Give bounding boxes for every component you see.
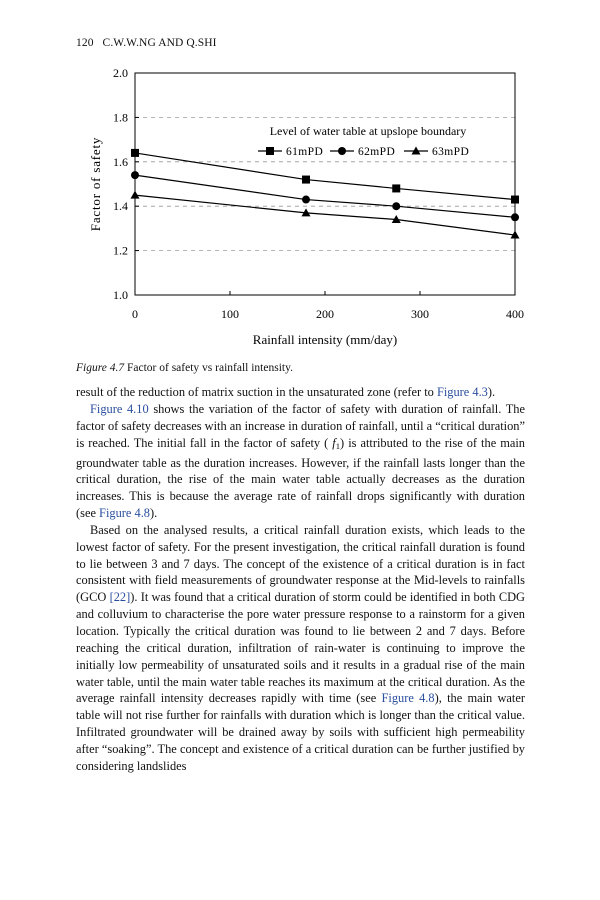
data-point-61mPD-0 bbox=[131, 149, 139, 157]
running-head bbox=[76, 37, 217, 49]
y-tick-label-5: 2.0 bbox=[113, 66, 128, 80]
line-chart bbox=[70, 58, 540, 358]
paragraph-3 bbox=[76, 522, 525, 775]
data-point-61mPD-3 bbox=[511, 196, 519, 204]
x-tick-label-1: 100 bbox=[221, 307, 239, 321]
y-tick-label-4: 1.8 bbox=[113, 110, 128, 125]
data-point-61mPD-1 bbox=[302, 176, 310, 184]
link-figure-4-8-second[interactable]: Figure 4.8 bbox=[381, 691, 435, 706]
legend-label-61mPD: 61mPD bbox=[286, 146, 324, 158]
paragraph-3-text-a: Based on the analysed results, a critical rainfall duration exists, which leads to the lowest factor of safety. For the present investigation, the critical rainfall duration is found to lie between 3 and 7 days. The concept of the existence of a critical duration is in fact consistent with field measurements of groundwater response at the Mid-levels to rainfalls (GCO bbox=[76, 522, 525, 605]
legend-marker-61mPD bbox=[266, 147, 274, 155]
paragraph-1-text-a: result of the reduction of matrix suction in the unsaturated zone (refer to bbox=[76, 385, 437, 399]
x-tick-label-2: 200 bbox=[316, 307, 334, 321]
page-number: 120 bbox=[76, 37, 94, 49]
figure-4-7 bbox=[70, 58, 540, 358]
data-point-62mPD-0 bbox=[131, 171, 139, 179]
paragraph-1-text-b: ). bbox=[487, 385, 496, 399]
running-head-authors: C.W.W.NG AND Q.SHI bbox=[102, 37, 217, 49]
link-figure-4-8[interactable]: Figure 4.8 bbox=[99, 506, 150, 521]
x-axis-label: Rainfall intensity (mm/day) bbox=[252, 332, 398, 347]
legend-label-62mPD: 62mPD bbox=[358, 146, 396, 158]
series-line-61mPD bbox=[135, 153, 515, 200]
caption-label: Figure 4.7 bbox=[76, 362, 125, 374]
data-point-61mPD-2 bbox=[392, 184, 400, 192]
paragraph-1 bbox=[76, 384, 525, 401]
caption-text: Factor of safety vs rainfall intensity. bbox=[124, 362, 293, 374]
x-tick-label-4: 400 bbox=[506, 307, 524, 321]
y-tick-label-0: 1.0 bbox=[113, 288, 128, 302]
y-axis-label: Factor of safety bbox=[88, 136, 103, 232]
link-figure-4-3[interactable]: Figure 4.3 bbox=[436, 385, 488, 399]
plot-frame bbox=[135, 73, 515, 295]
body-text bbox=[76, 384, 525, 775]
data-point-62mPD-2 bbox=[392, 202, 400, 210]
link-figure-4-10[interactable]: Figure 4.10 bbox=[90, 401, 149, 416]
y-tick-label-2: 1.4 bbox=[113, 199, 128, 214]
paragraph-3-text-b: ). It was found that a critical duration of storm could be identified in both CDG and colluvium to characterise the pore water pressure response to a rainstorm for a given location. Typically the critical duration was found to lie between 2 and 7 days. Before reaching the critical duration, infiltration of rain-water is continuing to improve the initially low permeability of unsaturated soils and it results in a gradual rise of the main water table, until the main water table reaches its maximum at the critical duration. As the average rainfall intensity decreases rapidly with time (see bbox=[76, 590, 526, 706]
paragraph-2-text-b: ) is attributed to the rise of the main groundwater table as the duration increases. However, if the rainfall lasts longer than the critical duration, the rise of the main water table actually decreases as the duration increases. This is because the average rate of rainfall drops significantly with duration (see bbox=[76, 435, 525, 521]
data-point-62mPD-1 bbox=[302, 196, 310, 204]
data-point-63mPD-0 bbox=[131, 191, 140, 199]
paragraph-3-text-c: ), the main water table will not rise further for rainfalls with duration which is longer than the critical value. Infiltrated groundwater will be drained away by soils with sufficient high permeability after “soaking”. The concept and existence of a critical duration can be further justified by considering landslides bbox=[76, 691, 526, 773]
legend-label-63mPD: 63mPD bbox=[432, 146, 470, 158]
paragraph-2-text-a: shows the variation of the factor of safety with duration of rainfall. The factor of safety decreases with an increase in duration of rainfall, until a “critical duration” is reached. The initial fall in the factor of safety ( bbox=[76, 401, 525, 450]
symbol-f: f bbox=[332, 435, 336, 450]
paragraph-2 bbox=[76, 401, 525, 522]
symbol-subscript: 1 bbox=[335, 440, 341, 451]
y-tick-label-1: 1.2 bbox=[113, 243, 128, 258]
data-point-62mPD-3 bbox=[511, 213, 519, 221]
x-tick-label-0: 0 bbox=[132, 307, 138, 321]
figure-caption bbox=[76, 362, 293, 374]
legend-marker-62mPD bbox=[338, 147, 346, 155]
legend-title: Level of water table at upslope boundary bbox=[269, 124, 467, 138]
paragraph-2-text-c: ). bbox=[149, 506, 158, 521]
x-tick-label-3: 300 bbox=[411, 307, 429, 321]
y-tick-label-3: 1.6 bbox=[113, 154, 128, 169]
link-reference-22[interactable]: [22] bbox=[109, 590, 131, 605]
